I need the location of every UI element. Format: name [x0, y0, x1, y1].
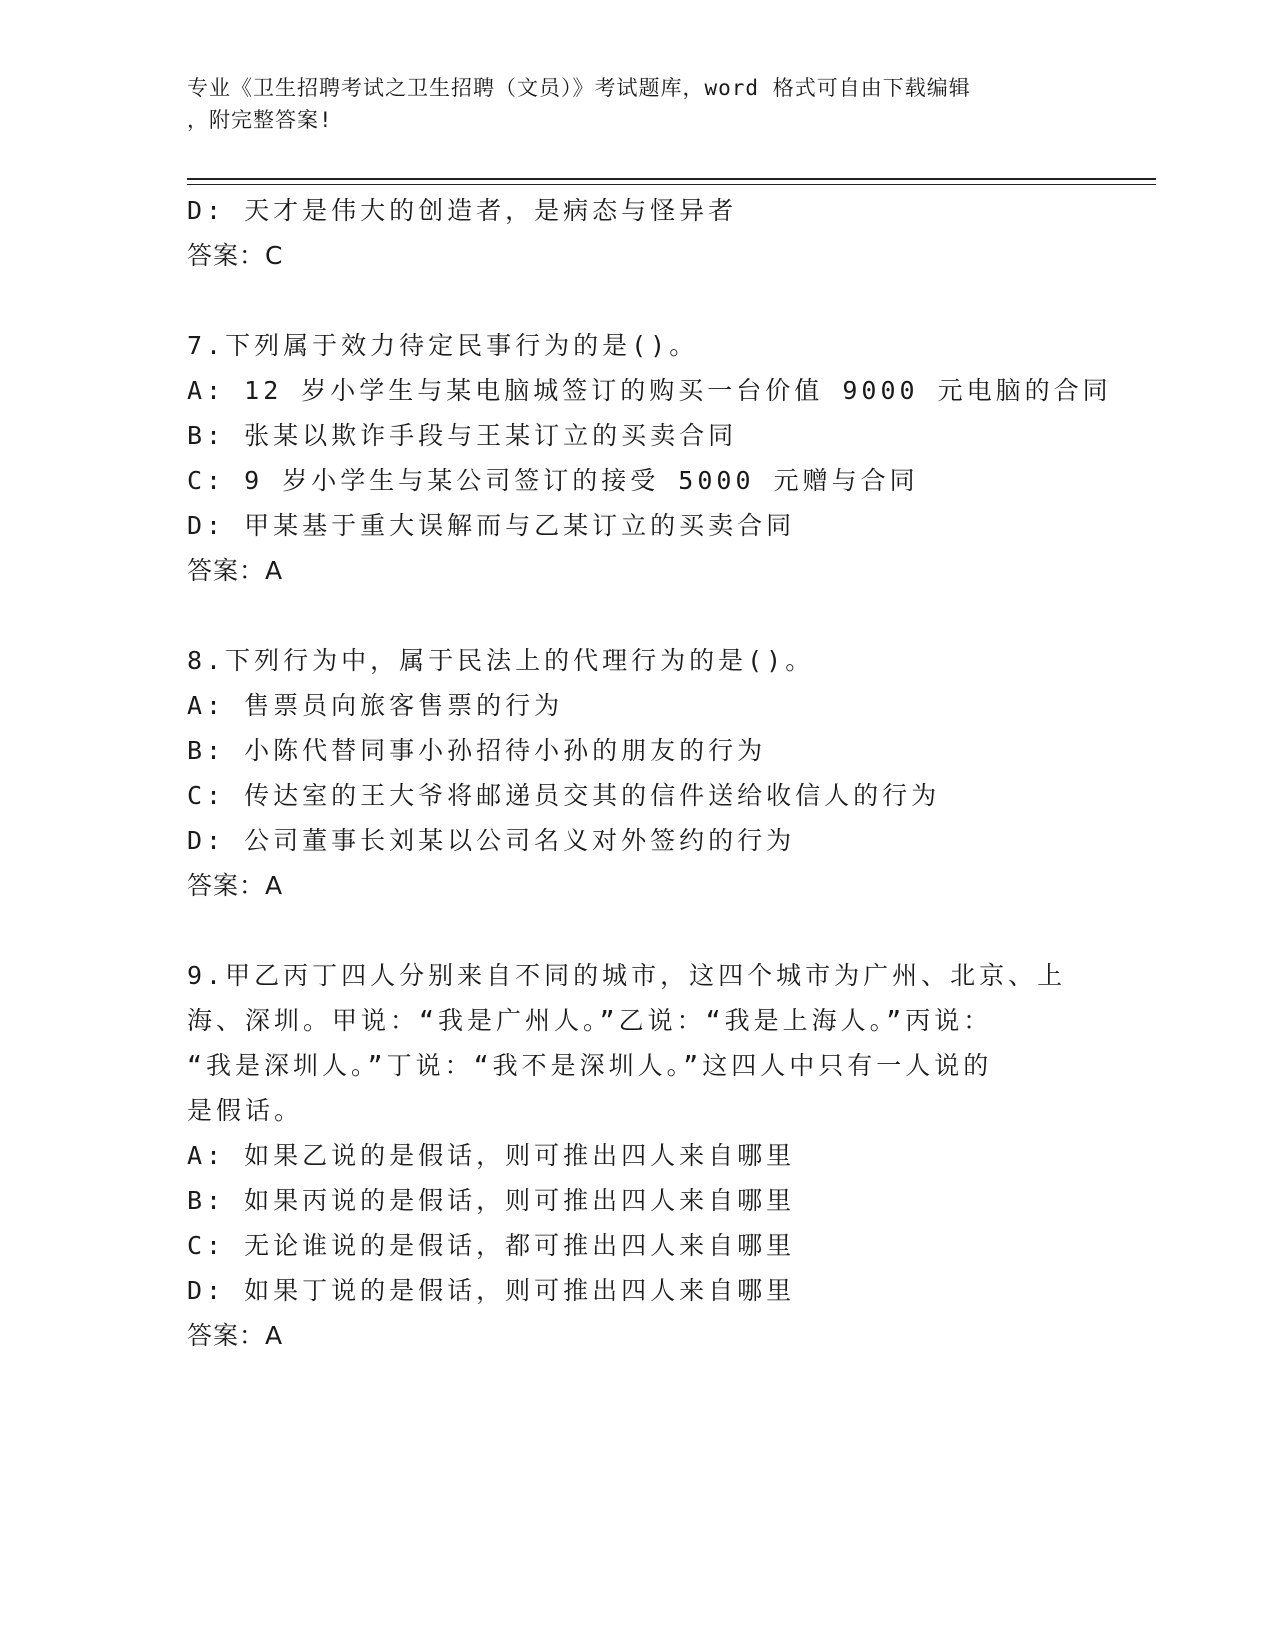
question-8-answer: 答案：A [187, 871, 284, 900]
question-7 [187, 323, 1112, 593]
spacer [187, 908, 1067, 953]
question-8-option-d: D: 公司董事长刘某以公司名义对外签约的行为 [187, 826, 796, 855]
question-9-option-b: B: 如果丙说的是假话，则可推出四人来自哪里 [187, 1186, 796, 1215]
question-7-stem: 7.下列属于效力待定民事行为的是()。 [187, 331, 699, 360]
question-8-option-c: C: 传达室的王大爷将邮递员交其的信件送给收信人的行为 [187, 781, 941, 810]
question-7-option-c: C: 9 岁小学生与某公司签订的接受 5000 元赠与合同 [187, 466, 919, 495]
question-9 [187, 953, 1067, 1358]
question-8-option-a: A: 售票员向旅客售票的行为 [187, 691, 564, 720]
question-7-option-b: B: 张某以欺诈手段与王某订立的买卖合同 [187, 421, 738, 450]
question-9-stem-line-2: 海、深圳。甲说：“我是广州人。”乙说：“我是上海人。”丙说： [187, 1006, 993, 1035]
question-9-option-c: C: 无论谁说的是假话，都可推出四人来自哪里 [187, 1231, 796, 1260]
question-8-option-b: B: 小陈代替同事小孙招待小孙的朋友的行为 [187, 736, 767, 765]
question-7-option-d: D: 甲某基于重大误解而与乙某订立的买卖合同 [187, 511, 796, 540]
question-9-answer: 答案：A [187, 1321, 284, 1350]
question-9-stem-line-4: 是假话。 [187, 1096, 304, 1125]
header-divider-thick [187, 178, 1156, 180]
question-9-option-a: A: 如果乙说的是假话，则可推出四人来自哪里 [187, 1141, 796, 1170]
spacer [187, 278, 1067, 323]
document-body [187, 188, 1112, 1358]
prev-answer: 答案：C [187, 241, 284, 270]
question-7-option-a: A: 12 岁小学生与某电脑城签订的购买一台价值 9000 元电脑的合同 [187, 376, 1112, 405]
prev-option-d: D: 天才是伟大的创造者，是病态与怪异者 [187, 196, 738, 225]
question-7-answer: 答案：A [187, 556, 284, 585]
question-8 [187, 638, 1067, 908]
question-9-stem-line-1: 9.甲乙丙丁四人分别来自不同的城市，这四个城市为广州、北京、上 [187, 961, 1067, 990]
question-9-stem-line-3: “我是深圳人。”丁说：“我不是深圳人。”这四人中只有一人说的 [187, 1051, 993, 1080]
header-line-2: ，附完整答案! [187, 108, 333, 132]
document-header [187, 72, 1067, 136]
header-line-1: 专业《卫生招聘考试之卫生招聘（文员）》考试题库，word 格式可自由下载编辑 [187, 76, 971, 100]
question-8-stem: 8.下列行为中，属于民法上的代理行为的是()。 [187, 646, 815, 675]
question-9-option-d: D: 如果丁说的是假话，则可推出四人来自哪里 [187, 1276, 796, 1305]
spacer [187, 593, 1067, 638]
header-divider-thin [187, 184, 1156, 185]
